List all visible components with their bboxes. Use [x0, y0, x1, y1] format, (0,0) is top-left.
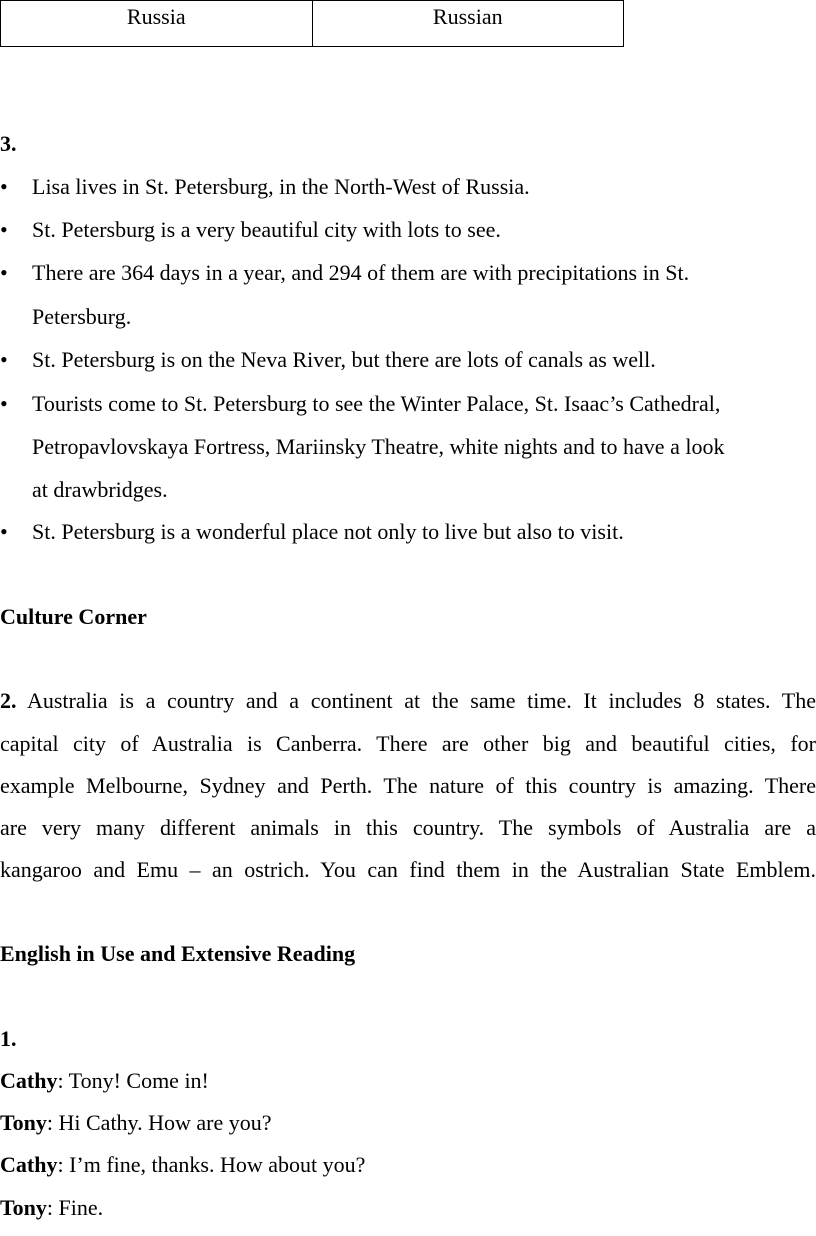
paragraph-line-text: Australia is a country and a continent at the same time. It includes 8 states. The — [16, 688, 816, 713]
dialogue-line — [0, 1152, 365, 1178]
dialogue-text: : Hi Cathy. How are you? — [46, 1110, 272, 1135]
dialogue-line — [0, 1068, 209, 1094]
culture-corner-heading: Culture Corner — [0, 604, 147, 629]
speaker-name: Tony — [0, 1110, 47, 1135]
bullet-icon: • — [0, 347, 8, 372]
paragraph-line: are very many different animals in this country. The symbols of Australia are a — [0, 815, 816, 840]
bullet-text-line: Petersburg. — [32, 304, 132, 329]
paragraph-line: capital city of Australia is Canberra. There are other big and beautiful cities, for — [0, 731, 816, 756]
bullet-icon: • — [0, 260, 8, 285]
bullet-text-line: Tourists come to St. Petersburg to see the Winter Palace, St. Isaac’s Cathedral, — [32, 391, 721, 416]
dialogue-text: : Fine. — [46, 1195, 104, 1220]
section-3-heading: 3. — [0, 131, 17, 156]
bullet-icon: • — [0, 174, 8, 199]
dialogue-line — [0, 1195, 103, 1221]
speaker-name: Cathy — [0, 1068, 58, 1093]
bullet-text-line: St. Petersburg is a wonderful place not only to live but also to visit. — [32, 519, 624, 544]
bullet-icon: • — [0, 217, 8, 242]
dialogue-text: : Tony! Come in! — [57, 1068, 209, 1093]
table-row — [1, 1, 624, 47]
country-language-table — [0, 0, 624, 47]
bullet-text-line: St. Petersburg is a very beautiful city with lots to see. — [32, 217, 501, 242]
bullet-icon: • — [0, 519, 8, 544]
dialogue-line — [0, 1110, 272, 1136]
bullet-text-line: Petropavlovskaya Fortress, Mariinsky Theatre, white nights and to have a look — [32, 434, 725, 459]
paragraph-line: kangaroo and Emu – an ostrich. You can find them in the Australian State Emblem. — [0, 857, 816, 882]
bullet-text-line: Lisa lives in St. Petersburg, in the North-West of Russia. — [32, 174, 530, 199]
english-in-use-heading: English in Use and Extensive Reading — [0, 941, 356, 966]
english-in-use-number: 1. — [0, 1026, 17, 1051]
bullet-text-line: There are 364 days in a year, and 294 of them are with precipitations in St. — [32, 260, 690, 285]
bullet-icon: • — [0, 391, 8, 416]
dialogue-text: : I’m fine, thanks. How about you? — [57, 1152, 366, 1177]
speaker-name: Tony — [0, 1195, 47, 1220]
bullet-text-line: at drawbridges. — [32, 477, 168, 502]
paragraph-number: 2. — [0, 688, 17, 713]
table-cell-language: Russian — [312, 1, 624, 47]
paragraph-line: example Melbourne, Sydney and Perth. The nature of this country is amazing. There — [0, 773, 816, 798]
speaker-name: Cathy — [0, 1152, 58, 1177]
bullet-text-line: St. Petersburg is on the Neva River, but there are lots of canals as well. — [32, 347, 656, 372]
table-cell-country: Russia — [1, 1, 313, 47]
paragraph-line — [0, 688, 816, 714]
